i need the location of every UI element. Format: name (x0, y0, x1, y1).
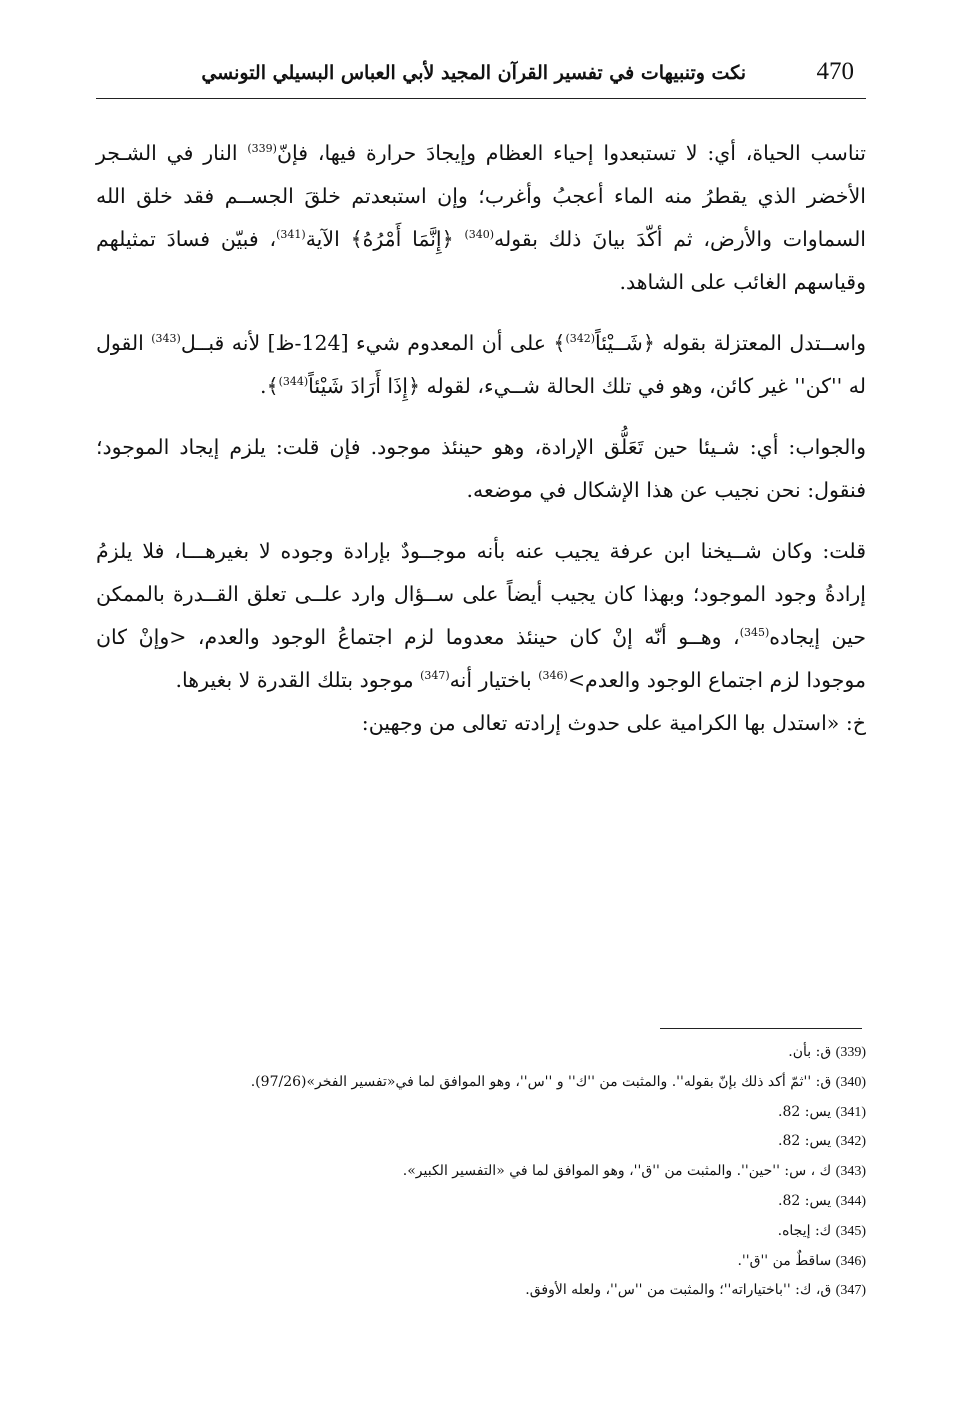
text-run: واســتدل المعتزلة بقوله ﴿شَــيْئاً (595, 331, 867, 355)
text-run: النار في الشـجر الأخضر الذي يقطرُ منه الماء أعجبُ وأغرب؛ وإن استبعدتم خلقَ الجســم فقد خلق الله السماوات والأرض، ثم أكّدَ بيانَ ذلك بقوله (96, 141, 867, 251)
footnote-number: (343) (835, 1164, 866, 1180)
footnote-text: ق: ''ثمّ أكد ذلك بإنّ بقوله''. والمثبت من ''ك'' و ''س''، وهو الموافق لما في«تفسير الفخر»(97/26). (250, 1073, 836, 1090)
text-run: باختيار أنه (449, 668, 539, 692)
footnote-number: (340) (835, 1074, 866, 1090)
footnote-item (96, 1217, 866, 1247)
page-number: 470 (816, 58, 854, 85)
footnote-number: (345) (835, 1223, 866, 1239)
footnote-item (96, 1068, 866, 1098)
text-run: ، وهــو أنّه إنْ كان حينئذ معدوما لزم اجتماعُ الوجود والعدم، <وإنْ كان موجودا لزم اجتماع الوجود والعدم> (96, 625, 866, 692)
paragraph-1 (96, 132, 866, 304)
footnote-item (96, 1247, 866, 1277)
paragraph-2 (96, 322, 866, 408)
footnote-text: ق: بأن. (788, 1044, 836, 1060)
text-run: ، فبيّن فسادَ تمثيلهم وقياسهم الغائب على الشاهد. (96, 227, 866, 294)
quran-quote: ﴿إِنَّمَا أَمْرُهُ﴾ الآية (305, 227, 465, 251)
paragraph-gap (96, 512, 866, 530)
footnote-text: يس: 82. (778, 1103, 836, 1120)
footnote-item (96, 1098, 866, 1128)
footnote-number: (339) (835, 1045, 866, 1060)
footnote-ref: (345) (739, 626, 770, 640)
footnote-ref: (341) (276, 228, 306, 242)
footnote-text: ك: إيجاه. (777, 1222, 836, 1239)
footnote-item (96, 1038, 866, 1068)
page-header (96, 58, 866, 98)
footnote-number: (341) (835, 1104, 866, 1120)
paragraph-gap (96, 408, 866, 426)
footnote-ref: (342) (565, 332, 596, 346)
footnote-number: (342) (835, 1134, 866, 1150)
footnote-text: يس: 82. (778, 1133, 836, 1150)
paragraph-5 (96, 702, 866, 745)
footnote-text: ق، ك: ''باختياراته''؛ والمثبت من ''س''، ولعله الأوفق. (525, 1282, 836, 1299)
footnote-text: ساقطٌ من ''ق''. (737, 1252, 836, 1269)
footnote-ref: (343) (151, 332, 181, 346)
footnote-text: ك ، س: ''حين''. والمثبت من ''ق''، وهو الموافق لما في «التفسير الكبير». (402, 1163, 836, 1180)
text-run: القول له ''كن'' غير كائن، وهو في تلك الحالة شــيء، لقوله ﴿إِذَا أَرَادَ شَيْئاً (96, 331, 866, 398)
paragraph-gap (96, 304, 866, 322)
text-run: موجود بتلك القدرة لا بغيرها. (175, 668, 421, 692)
footnote-item (96, 1127, 866, 1157)
footnote-text: يس: 82. (778, 1192, 836, 1209)
text-run: ﴾. (260, 374, 279, 398)
footnote-ref: (340) (464, 228, 495, 242)
text-run: تناسب الحياة، أي: لا تستبعدوا إحياء العظام وإيجادَ حرارة فيها، فإنّ (276, 141, 866, 165)
footnotes (96, 1038, 866, 1306)
footnote-number: (344) (835, 1193, 866, 1209)
footnote-ref: (344) (278, 375, 309, 389)
footnote-ref: (347) (420, 669, 450, 683)
main-text (96, 132, 866, 745)
text-run: قلت: وكان شــيخنا ابن عرفة يجيب عنه بأنه موجــودٌ بإرادة وجوده لا بغيرهـــا، فلا يلزمُ إرادةُ وجود الموجود؛ وبهذا كان يجيب أيضاً على ســؤال وارد علــى تعلق القــدرة بالممكن حين إيجاده (96, 539, 866, 649)
paragraph-4 (96, 530, 866, 702)
footnote-ref: (339) (247, 142, 277, 156)
paragraph-3 (96, 426, 866, 512)
footnote-item (96, 1157, 866, 1187)
text-run: والجواب: أي: شـيئا حين تَعَلُّق الإرادة، وهو حينئذ موجود. فإن قلت: يلزم إيجاد الموجود؛ فنقول: نحن نجيب عن هذا الإشكال في موضعه. (96, 435, 866, 502)
footnote-item (96, 1187, 866, 1217)
footnote-item (96, 1276, 866, 1306)
footnote-number: (346) (835, 1253, 866, 1269)
text-run: ﴾ على أن المعدوم شيء [124-ظ] لأنه قبــل (180, 331, 566, 355)
footnote-number: (347) (835, 1283, 866, 1299)
running-title: نكت وتنبيهات في تفسير القرآن المجيد لأبي العباس البسيلي التونسي (201, 62, 746, 84)
header-rule (96, 98, 866, 99)
text-run: خ: «استدل بها الكرامية على حدوث إرادته تعالى من وجهين: (361, 711, 866, 735)
footnote-rule (660, 1028, 862, 1029)
footnote-ref: (346) (538, 669, 568, 683)
